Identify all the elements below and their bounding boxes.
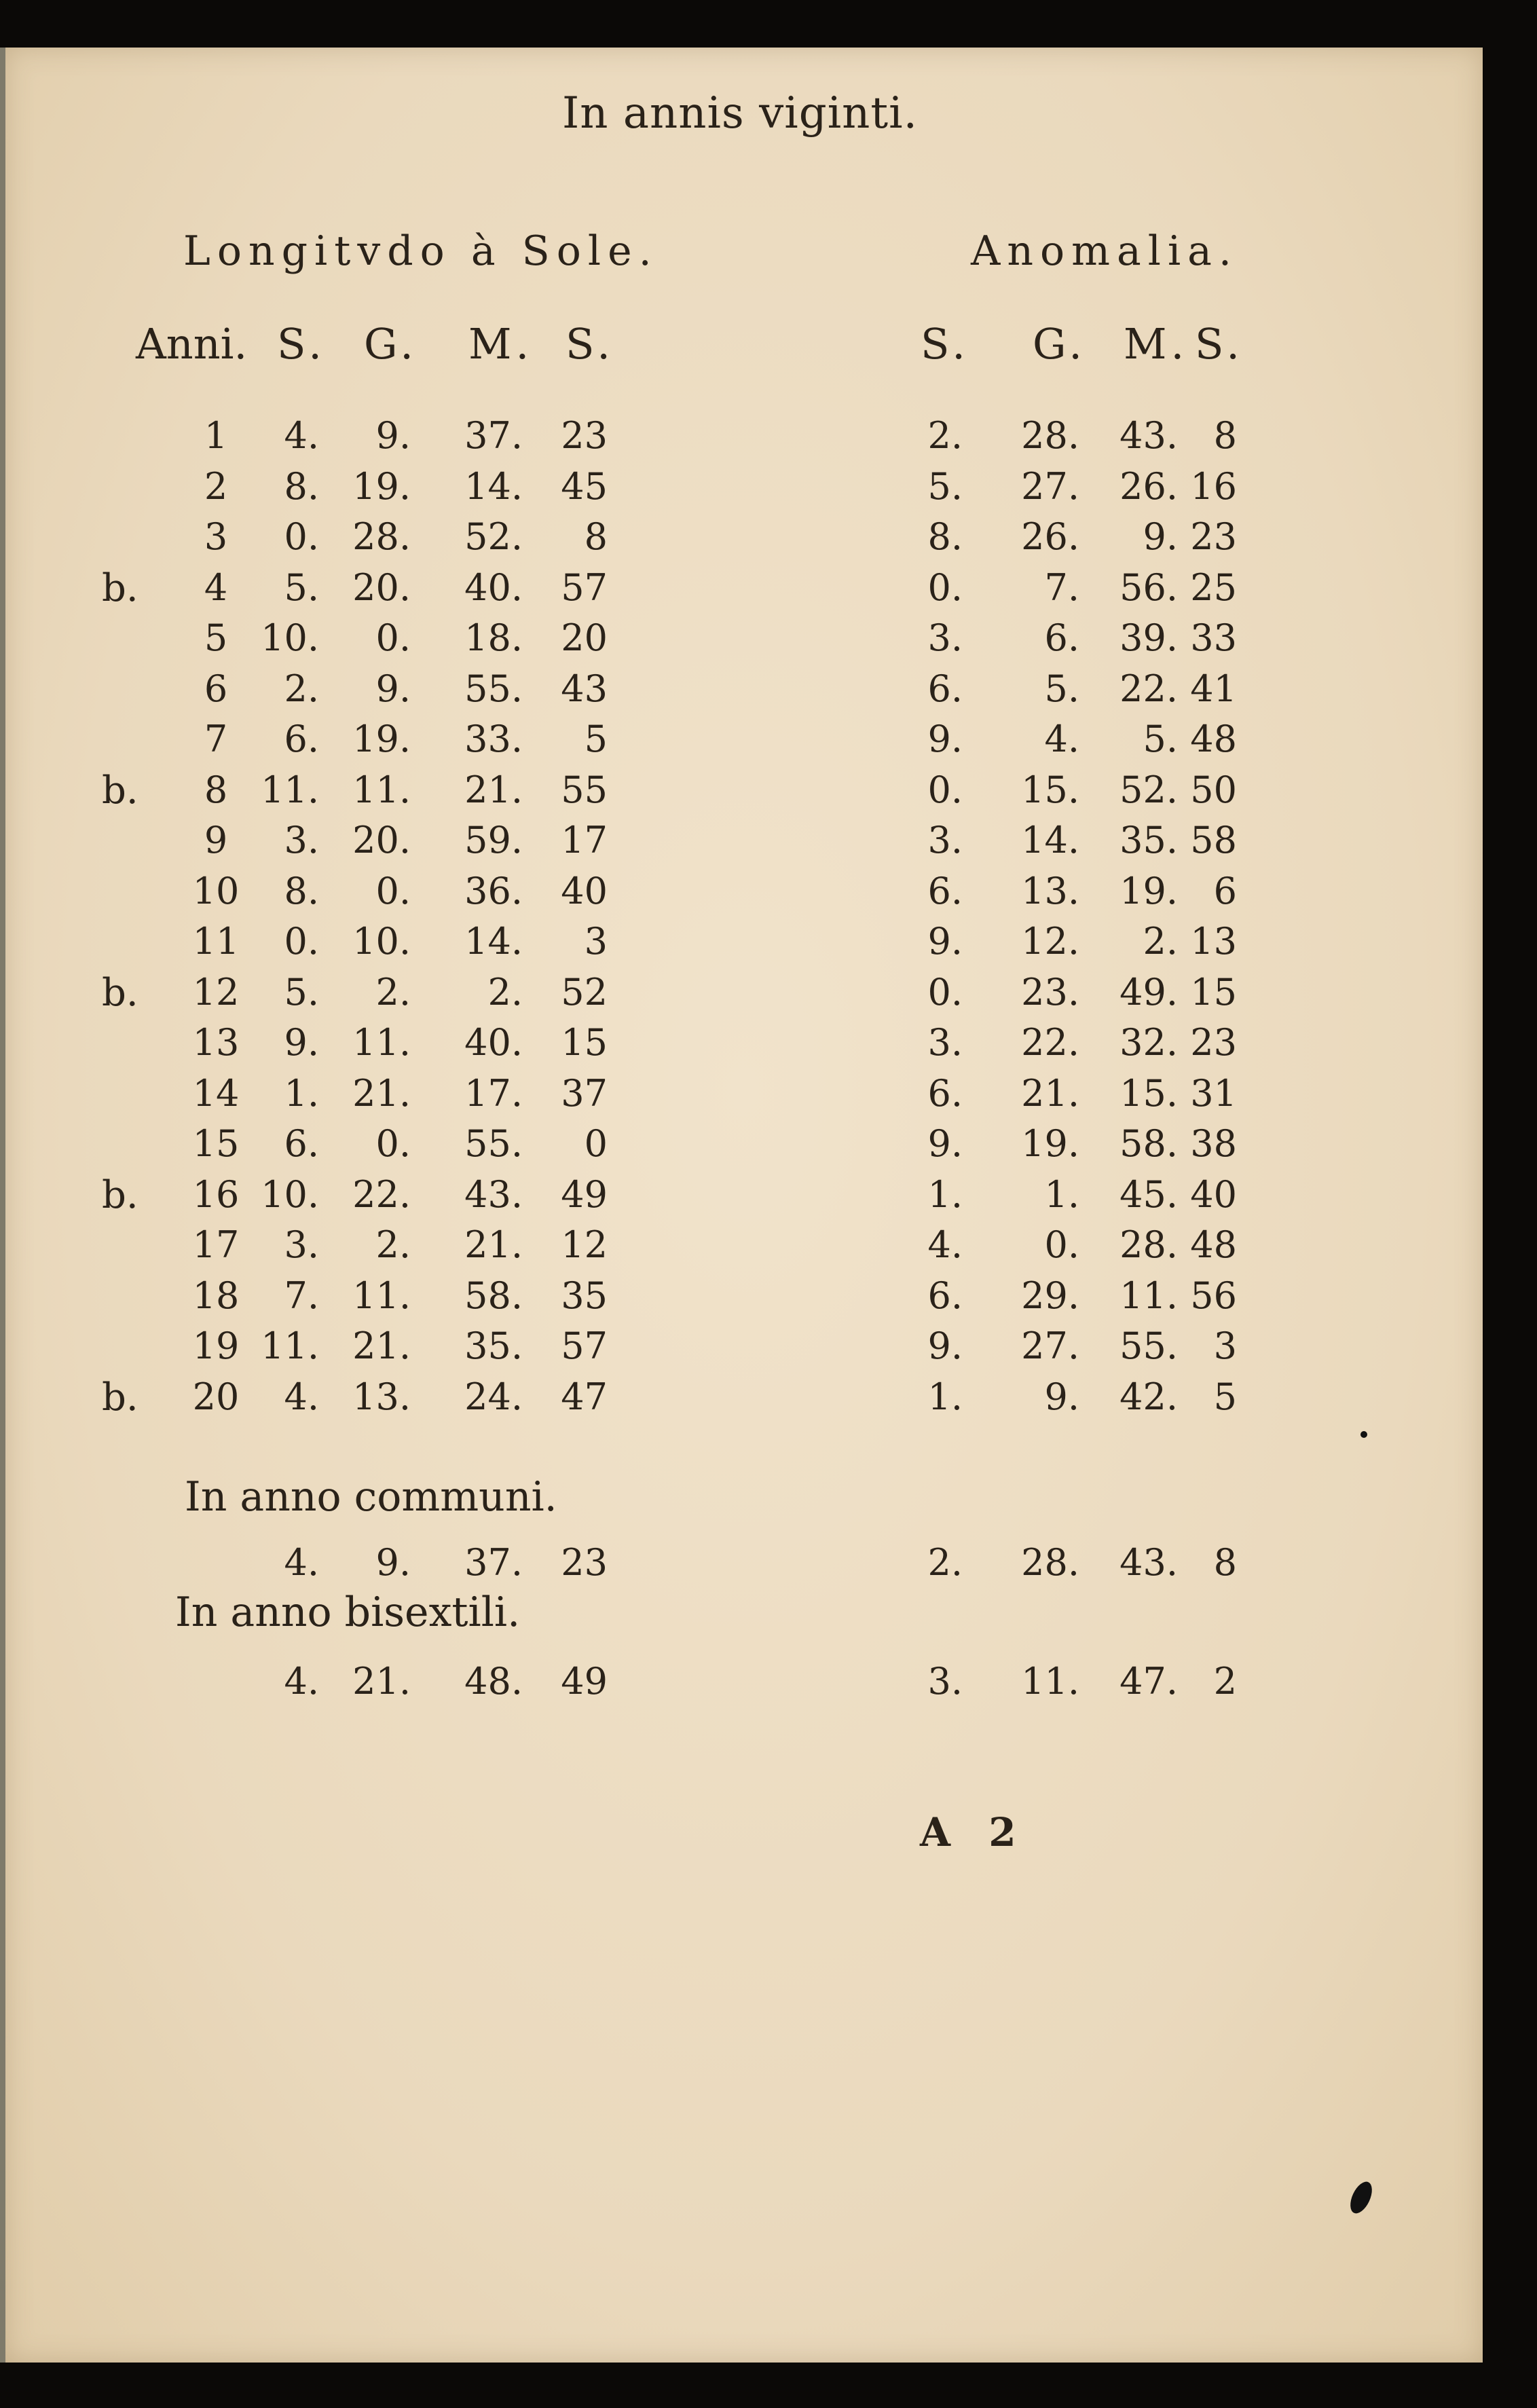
anomalia-value: 3. — [927, 616, 963, 659]
anomalia-value: 5. — [1143, 718, 1178, 760]
year-number: 8 — [204, 768, 228, 811]
anomalia-value: 15 — [1190, 970, 1237, 1014]
year-number: 11 — [192, 920, 240, 963]
longitudo-value: 24. — [464, 1375, 523, 1418]
longitudo-value: 55 — [561, 768, 608, 811]
longitudo-value: 57 — [561, 566, 608, 609]
longitudo-value: 14. — [464, 464, 523, 508]
longitudo-value: 0. — [284, 515, 319, 558]
longitudo-value: 2. — [375, 1223, 411, 1266]
column-header-anomalia-2: M. — [1124, 319, 1189, 369]
longitudo-value: 36. — [464, 869, 523, 912]
longitudo-value: 3 — [584, 920, 608, 963]
anomalia-value: 15. — [1119, 1071, 1178, 1115]
longitudo-value: 23 — [561, 414, 608, 457]
longitudo-value: 0. — [375, 869, 411, 912]
anomalia-value: 32. — [1119, 1021, 1178, 1064]
communi-anomalia-value: 43. — [1119, 1541, 1178, 1584]
column-header-anomalia-0: S. — [921, 319, 969, 369]
anomalia-value: 56 — [1190, 1274, 1237, 1317]
year-number: 3 — [204, 515, 228, 558]
longitudo-value: 11. — [352, 1274, 411, 1317]
longitudo-value: 18. — [464, 616, 523, 659]
longitudo-value: 55. — [464, 667, 523, 710]
anomalia-value: 6. — [927, 1274, 963, 1317]
longitudo-value: 40. — [464, 1021, 523, 1064]
anomalia-value: 27. — [1021, 1325, 1079, 1367]
bissextile-marker: b. — [102, 566, 138, 610]
year-number: 15 — [192, 1122, 240, 1165]
anomalia-value: 41 — [1190, 667, 1237, 710]
column-header-longitudo-0: S. — [277, 319, 326, 369]
year-number: 20 — [192, 1375, 240, 1418]
longitudo-value: 7. — [284, 1274, 319, 1317]
longitudo-value: 6. — [284, 1122, 319, 1165]
longitudo-value: 4. — [284, 414, 319, 457]
longitudo-value: 21. — [352, 1071, 411, 1115]
longitudo-value: 35. — [464, 1325, 523, 1367]
year-number: 5 — [204, 616, 228, 659]
longitudo-value: 58. — [464, 1274, 523, 1317]
anomalia-value: 2. — [927, 414, 963, 457]
longitudo-value: 11. — [261, 1325, 319, 1367]
anomalia-value: 9. — [927, 920, 963, 963]
anomalia-value: 7. — [1044, 566, 1079, 609]
anomalia-value: 52. — [1119, 768, 1178, 811]
longitudo-value: 9. — [375, 667, 411, 710]
longitudo-value: 0. — [375, 616, 411, 659]
anomalia-value: 4. — [927, 1223, 963, 1266]
longitudo-value: 33. — [464, 718, 523, 760]
anomalia-value: 6 — [1213, 869, 1237, 912]
anomalia-value: 42. — [1119, 1375, 1178, 1418]
longitudo-value: 9. — [375, 414, 411, 457]
bissextile-marker: b. — [102, 1375, 138, 1420]
anomalia-value: 19. — [1021, 1122, 1079, 1165]
anomalia-value: 19. — [1119, 869, 1178, 912]
longitudo-value: 6. — [284, 718, 319, 760]
anomalia-value: 11. — [1119, 1274, 1178, 1317]
anomalia-value: 13 — [1190, 920, 1237, 963]
longitudo-value: 59. — [464, 819, 523, 862]
bissextile-marker: b. — [102, 1172, 138, 1217]
longitudo-value: 14. — [464, 920, 523, 963]
anomalia-value: 39. — [1119, 616, 1178, 659]
longitudo-value: 11. — [261, 768, 319, 811]
anomalia-value: 27. — [1021, 464, 1079, 508]
anomalia-value: 16 — [1190, 464, 1237, 508]
anomalia-value: 38 — [1190, 1122, 1237, 1165]
anomalia-value: 21. — [1021, 1071, 1079, 1115]
communi-anomalia-value: 28. — [1021, 1541, 1079, 1584]
anomalia-value: 35. — [1119, 819, 1178, 862]
longitudo-value: 3. — [284, 819, 319, 862]
year-number: 6 — [204, 667, 228, 710]
longitudo-value: 37 — [561, 1071, 608, 1115]
longitudo-value: 43. — [464, 1172, 523, 1216]
longitudo-value: 20. — [352, 819, 411, 862]
anomalia-value: 0. — [927, 768, 963, 811]
anomalia-value: 43. — [1119, 414, 1178, 457]
anomalia-value: 8 — [1213, 414, 1237, 457]
longitudo-value: 8 — [584, 515, 608, 558]
bisextili-anomalia-value: 47. — [1119, 1660, 1178, 1703]
anomalia-value: 13. — [1021, 869, 1079, 912]
year-number: 12 — [192, 970, 240, 1014]
column-header-anni: Anni. — [136, 319, 248, 369]
anomalia-value: 56. — [1119, 566, 1178, 609]
column-header-anomalia-3: S. — [1195, 319, 1244, 369]
anomalia-value: 0. — [927, 566, 963, 609]
longitudo-value: 10. — [352, 920, 411, 963]
longitudo-value: 40. — [464, 566, 523, 609]
bissextile-marker: b. — [102, 768, 138, 813]
longitudo-value: 5. — [284, 566, 319, 609]
bisextili-longitudo-value: 4. — [284, 1660, 319, 1703]
anomalia-value: 3. — [927, 1021, 963, 1064]
communi-anomalia-value: 2. — [927, 1541, 963, 1584]
anomalia-value: 45. — [1119, 1172, 1178, 1216]
longitudo-value: 13. — [352, 1375, 411, 1418]
longitudo-value: 2. — [487, 970, 523, 1014]
longitudo-value: 0 — [584, 1122, 608, 1165]
longitudo-value: 21. — [352, 1325, 411, 1367]
longitudo-value: 2. — [375, 970, 411, 1014]
anomalia-value: 3 — [1213, 1325, 1237, 1367]
anomalia-value: 26. — [1119, 464, 1178, 508]
longitudo-value: 8. — [284, 869, 319, 912]
column-header-anomalia-1: G. — [1032, 319, 1086, 369]
longitudo-value: 22. — [352, 1172, 411, 1216]
longitudo-value: 55. — [464, 1122, 523, 1165]
longitudo-value: 11. — [352, 1021, 411, 1064]
anomalia-value: 31 — [1190, 1071, 1237, 1115]
longitudo-value: 28. — [352, 515, 411, 558]
year-number: 2 — [204, 464, 228, 508]
signature-mark: A 2 — [920, 1809, 1029, 1855]
anomalia-value: 12. — [1021, 920, 1079, 963]
year-number: 18 — [192, 1274, 240, 1317]
anomalia-value: 1. — [1044, 1172, 1079, 1216]
longitudo-value: 52 — [561, 970, 608, 1014]
year-number: 1 — [204, 414, 228, 457]
longitudo-value: 0. — [375, 1122, 411, 1165]
anomalia-value: 28. — [1021, 414, 1079, 457]
anomalia-value: 4. — [1044, 718, 1079, 760]
anomalia-value: 1. — [927, 1172, 963, 1216]
longitudo-value: 20. — [352, 566, 411, 609]
bisextili-longitudo-value: 49 — [561, 1660, 608, 1703]
section-heading-longitudo: Longitvdo à Sole. — [183, 227, 659, 275]
anomalia-value: 6. — [1044, 616, 1079, 659]
year-number: 14 — [192, 1071, 240, 1115]
year-number: 10 — [192, 869, 240, 912]
anomalia-value: 49. — [1119, 970, 1178, 1014]
anomalia-value: 22. — [1119, 667, 1178, 710]
anomalia-value: 6. — [927, 667, 963, 710]
column-header-longitudo-2: M. — [468, 319, 534, 369]
longitudo-value: 5 — [584, 718, 608, 760]
anomalia-value: 9. — [1143, 515, 1178, 558]
year-number: 13 — [192, 1021, 240, 1064]
longitudo-value: 10. — [261, 1172, 319, 1216]
longitudo-value: 35 — [561, 1274, 608, 1317]
anomalia-value: 33 — [1190, 616, 1237, 659]
anomalia-value: 23 — [1190, 515, 1237, 558]
anomalia-value: 15. — [1021, 768, 1079, 811]
year-number: 17 — [192, 1223, 240, 1266]
longitudo-value: 17. — [464, 1071, 523, 1115]
longitudo-value: 4. — [284, 1375, 319, 1418]
bisextili-label: In anno bisextili. — [175, 1589, 521, 1636]
bisextili-anomalia-value: 3. — [927, 1660, 963, 1703]
longitudo-value: 2. — [284, 667, 319, 710]
longitudo-value: 19. — [352, 464, 411, 508]
longitudo-value: 3. — [284, 1223, 319, 1266]
anomalia-value: 9. — [927, 1325, 963, 1367]
longitudo-value: 49 — [561, 1172, 608, 1216]
column-header-longitudo-1: G. — [363, 319, 418, 369]
communi-longitudo-value: 37. — [464, 1541, 523, 1584]
longitudo-value: 19. — [352, 718, 411, 760]
anomalia-value: 58 — [1190, 819, 1237, 862]
longitudo-value: 8. — [284, 464, 319, 508]
communi-longitudo-value: 4. — [284, 1541, 319, 1584]
anomalia-value: 14. — [1021, 819, 1079, 862]
longitudo-value: 43 — [561, 667, 608, 710]
longitudo-value: 21. — [464, 1223, 523, 1266]
anomalia-value: 1. — [927, 1375, 963, 1418]
longitudo-value: 5. — [284, 970, 319, 1014]
longitudo-value: 0. — [284, 920, 319, 963]
anomalia-value: 48 — [1190, 1223, 1237, 1266]
longitudo-value: 10. — [261, 616, 319, 659]
column-header-longitudo-3: S. — [566, 319, 614, 369]
longitudo-value: 1. — [284, 1071, 319, 1115]
year-number: 4 — [204, 566, 228, 609]
longitudo-value: 12 — [561, 1223, 608, 1266]
longitudo-value: 15 — [561, 1021, 608, 1064]
anomalia-value: 8. — [927, 515, 963, 558]
longitudo-value: 37. — [464, 414, 523, 457]
bisextili-anomalia-value: 11. — [1021, 1660, 1079, 1703]
anomalia-value: 9. — [927, 718, 963, 760]
anomalia-value: 0. — [1044, 1223, 1079, 1266]
communi-longitudo-value: 23 — [561, 1541, 608, 1584]
anomalia-value: 0. — [927, 970, 963, 1014]
longitudo-value: 20 — [561, 616, 608, 659]
year-number: 9 — [204, 819, 228, 862]
bisextili-anomalia-value: 2 — [1213, 1660, 1237, 1703]
anomalia-value: 55. — [1119, 1325, 1178, 1367]
year-number: 19 — [192, 1325, 240, 1367]
bissextile-marker: b. — [102, 970, 138, 1015]
anomalia-value: 48 — [1190, 718, 1237, 760]
longitudo-value: 47 — [561, 1375, 608, 1418]
longitudo-value: 57 — [561, 1325, 608, 1367]
anomalia-value: 23 — [1190, 1021, 1237, 1064]
anomalia-value: 3. — [927, 819, 963, 862]
communi-longitudo-value: 9. — [375, 1541, 411, 1584]
longitudo-value: 40 — [561, 869, 608, 912]
anomalia-value: 40 — [1190, 1172, 1237, 1216]
communi-label: In anno communi. — [185, 1473, 557, 1521]
anomalia-value: 5. — [1044, 667, 1079, 710]
anomalia-value: 23. — [1021, 970, 1079, 1014]
anomalia-value: 25 — [1190, 566, 1237, 609]
anomalia-value: 2. — [1143, 920, 1178, 963]
ink-dot — [1360, 1431, 1367, 1438]
anomalia-value: 22. — [1021, 1021, 1079, 1064]
section-heading-anomalia: Anomalia. — [971, 227, 1238, 275]
year-number: 16 — [192, 1172, 240, 1216]
communi-anomalia-value: 8 — [1213, 1541, 1237, 1584]
anomalia-value: 50 — [1190, 768, 1237, 811]
anomalia-value: 5. — [927, 464, 963, 508]
longitudo-value: 11. — [352, 768, 411, 811]
anomalia-value: 58. — [1119, 1122, 1178, 1165]
anomalia-value: 28. — [1119, 1223, 1178, 1266]
longitudo-value: 52. — [464, 515, 523, 558]
longitudo-value: 9. — [284, 1021, 319, 1064]
bisextili-longitudo-value: 48. — [464, 1660, 523, 1703]
anomalia-value: 29. — [1021, 1274, 1079, 1317]
anomalia-value: 9. — [1044, 1375, 1079, 1418]
anomalia-value: 26. — [1021, 515, 1079, 558]
anomalia-value: 9. — [927, 1122, 963, 1165]
longitudo-value: 45 — [561, 464, 608, 508]
bisextili-longitudo-value: 21. — [352, 1660, 411, 1703]
page-title: In annis viginti. — [562, 88, 918, 138]
anomalia-value: 6. — [927, 1071, 963, 1115]
longitudo-value: 21. — [464, 768, 523, 811]
anomalia-value: 6. — [927, 869, 963, 912]
anomalia-value: 5 — [1213, 1375, 1237, 1418]
longitudo-value: 17 — [561, 819, 608, 862]
year-number: 7 — [204, 718, 228, 760]
